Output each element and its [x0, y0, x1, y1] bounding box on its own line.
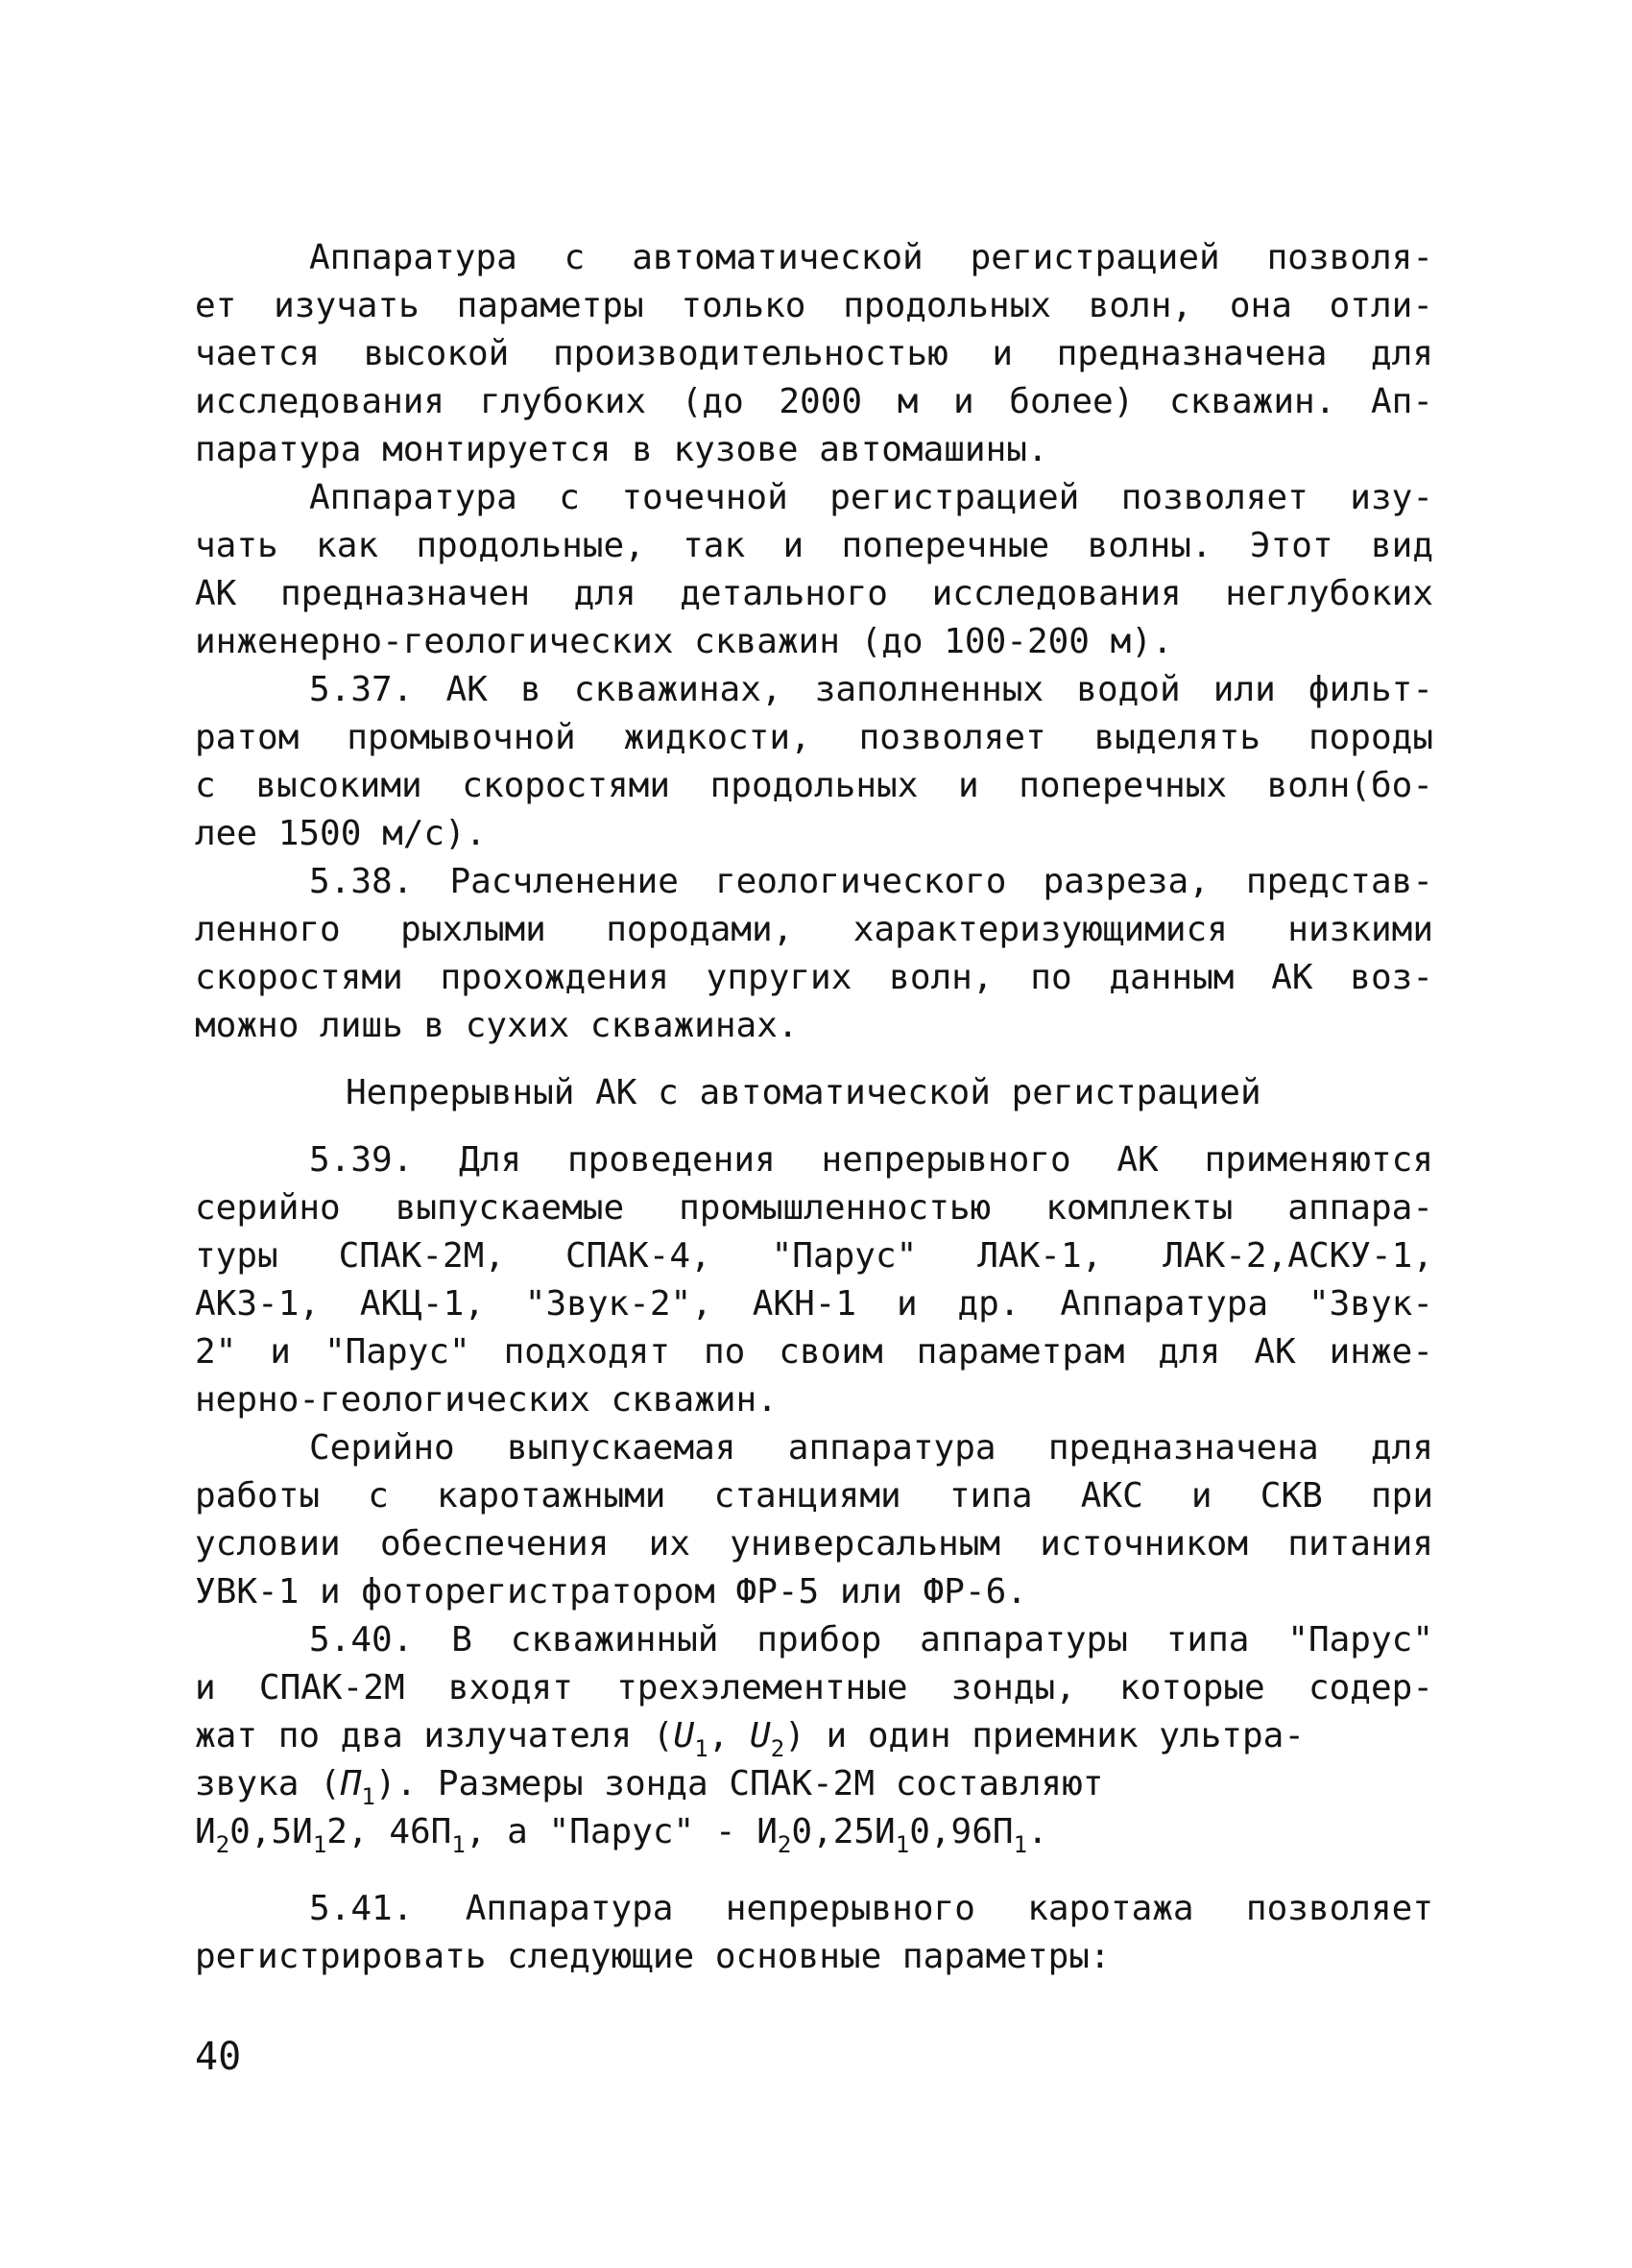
- text-line: скоростями прохождения упругих волн, по данным АК воз-: [195, 958, 1433, 997]
- subscript: 2: [777, 1831, 792, 1858]
- text-line: и СПАК-2М входят трехэлементные зонды, которые содер-: [195, 1668, 1433, 1707]
- text-line: АКЗ-1, АКЦ-1, "Звук-2", АКН-1 и др. Аппаратура "Звук-: [195, 1284, 1433, 1324]
- subscript: 2: [770, 1735, 785, 1762]
- formula-part: 0,5И: [229, 1812, 313, 1851]
- text-line: чать как продольные, так и поперечные волны. Этот вид: [195, 526, 1433, 565]
- text-line: паратура монтируется в кузове автомашины.: [195, 430, 1048, 469]
- section-heading: Непрерывный АК с автоматической регистрацией: [346, 1073, 1261, 1112]
- text-line: Аппаратура с точечной регистрацией позволяет изу-: [309, 478, 1433, 517]
- text-line: с высокими скоростями продольных и поперечных волн(бо-: [195, 766, 1433, 805]
- text-line: 2" и "Парус" подходят по своим параметрам для АК инже-: [195, 1332, 1433, 1372]
- subscript: 1: [895, 1831, 910, 1858]
- formula-part: 0,96П: [909, 1812, 1014, 1851]
- text-line: инженерно-геологических скважин (до 100-200 м).: [195, 622, 1173, 661]
- text-line: Серийно выпускаемая аппаратура предназначена для: [309, 1428, 1433, 1468]
- subscript: 1: [361, 1783, 375, 1810]
- subscript: 2: [215, 1831, 230, 1858]
- text-fragment: ) и один приемник ультра-: [784, 1716, 1305, 1755]
- text-line: 5.41. Аппаратура непрерывного каротажа позволяет: [309, 1889, 1433, 1928]
- formula-part: , а "Парус" - И: [465, 1812, 778, 1851]
- formula-part: 0,25И: [791, 1812, 896, 1851]
- formula-part: И: [195, 1812, 216, 1851]
- text-line: 5.37. АК в скважинах, заполненных водой или фильт-: [309, 670, 1433, 709]
- text-fragment: ,: [708, 1716, 750, 1755]
- text-line: можно лишь в сухих скважинах.: [195, 1006, 799, 1045]
- text-line-with-symbols: [195, 1712, 1433, 1760]
- text-line: ратом промывочной жидкости, позволяет выделять породы: [195, 718, 1433, 757]
- formula-part: 2, 46П: [326, 1812, 452, 1851]
- text-fragment: жат по два излучателя (: [195, 1716, 674, 1755]
- text-line: туры СПАК-2М, СПАК-4, "Парус" ЛАК-1, ЛАК-2,АСКУ-1,: [195, 1236, 1433, 1276]
- subscript: 1: [312, 1831, 327, 1858]
- emitter-symbol: U: [750, 1716, 771, 1755]
- text-line: нерно-геологических скважин.: [195, 1380, 778, 1420]
- text-line: АК предназначен для детального исследования неглубоких: [195, 574, 1433, 613]
- probe-size-formula: [195, 1808, 1048, 1856]
- text-line: лее 1500 м/с).: [195, 814, 487, 853]
- subscript: 1: [451, 1831, 466, 1858]
- text-line: исследования глубоких (до 2000 м и более) скважин. Ап-: [195, 382, 1433, 421]
- text-line: чается высокой производительностью и предназначена для: [195, 334, 1433, 373]
- page-number: 40: [195, 2035, 242, 2079]
- text-line: серийно выпускаемые промышленностью комплекты аппара-: [195, 1188, 1433, 1228]
- text-line: 5.38. Расчленение геологического разреза, представ-: [309, 862, 1433, 901]
- text-line: условии обеспечения их универсальным источником питания: [195, 1524, 1433, 1564]
- text-line-with-symbols: [195, 1760, 1433, 1808]
- emitter-symbol: U: [673, 1716, 695, 1755]
- receiver-symbol: П: [340, 1764, 362, 1803]
- text-line: регистрировать следующие основные параметры:: [195, 1937, 1111, 1976]
- formula-part: .: [1027, 1812, 1048, 1851]
- subscript: 1: [694, 1735, 708, 1762]
- text-line: 5.39. Для проведения непрерывного АК применяются: [309, 1140, 1433, 1180]
- text-line: Аппаратура с автоматической регистрацией позволя-: [309, 238, 1433, 277]
- text-line: 5.40. В скважинный прибор аппаратуры типа "Парус": [309, 1620, 1433, 1659]
- text-line: ет изучать параметры только продольных волн, она отли-: [195, 286, 1433, 325]
- text-fragment: звука (: [195, 1764, 341, 1803]
- text-line: работы с каротажными станциями типа АКС и СКВ при: [195, 1476, 1433, 1516]
- text-line: ленного рыхлыми породами, характеризующимися низкими: [195, 910, 1433, 949]
- text-fragment: ). Размеры зонда СПАК-2М составляют: [374, 1764, 1104, 1803]
- subscript: 1: [1013, 1831, 1028, 1858]
- text-line: УВК-1 и фоторегистратором ФР-5 или ФР-6.: [195, 1572, 1027, 1611]
